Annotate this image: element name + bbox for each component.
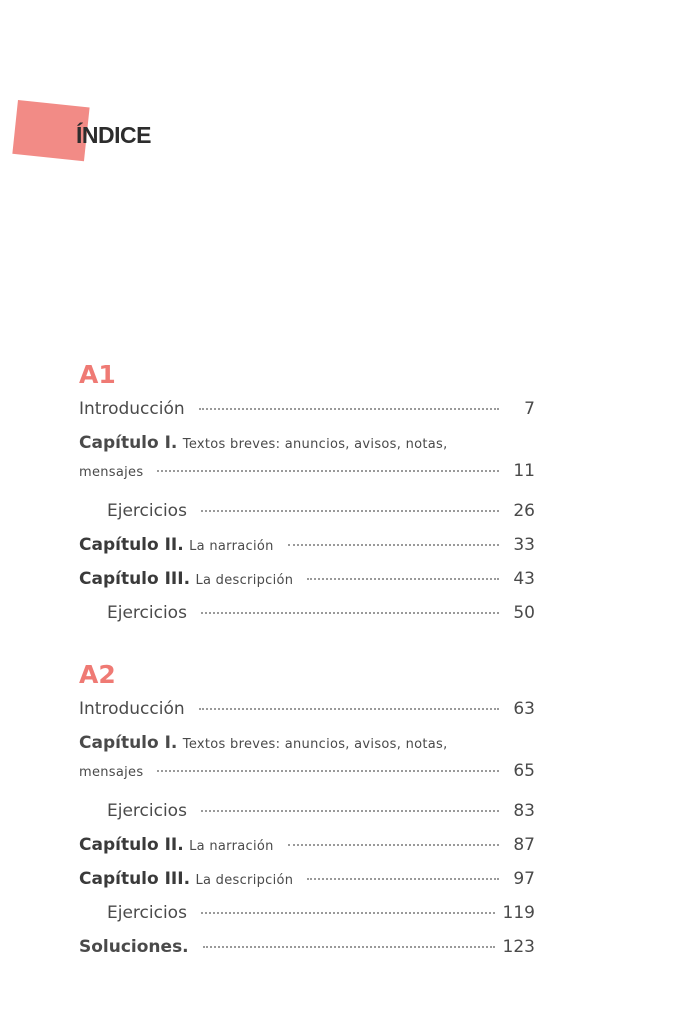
page-number: 65 — [513, 761, 535, 781]
toc-entry-intro[interactable] — [79, 399, 535, 433]
chapter-title: La descripción — [195, 873, 294, 888]
chapter-title-line2: mensajes — [79, 765, 144, 780]
page-number: 63 — [513, 699, 535, 719]
toc-label: Ejercicios — [107, 801, 187, 821]
toc-section-a2 — [79, 662, 535, 971]
dot-leader — [201, 810, 499, 812]
toc-label: Introducción — [79, 399, 185, 419]
toc-entry-exercises[interactable] — [79, 801, 535, 835]
page-number: 87 — [513, 835, 535, 855]
chapter-title: La descripción — [195, 573, 294, 588]
page-title-text — [76, 122, 151, 149]
toc-entry-cap3[interactable] — [79, 869, 535, 903]
dot-leader — [199, 708, 499, 710]
chapter-title: La narración — [189, 839, 274, 854]
page-number: 119 — [502, 903, 535, 923]
dot-leader — [307, 878, 499, 880]
toc-entry-cap1[interactable] — [79, 433, 535, 501]
page-number: 83 — [513, 801, 535, 821]
toc-entry-exercises[interactable] — [79, 903, 535, 937]
chapter-title-line1: Textos breves: anuncios, avisos, notas, — [182, 437, 448, 452]
dot-leader — [307, 578, 499, 580]
page-number: 97 — [513, 869, 535, 889]
dot-leader — [157, 770, 499, 772]
toc-entry-cap3[interactable] — [79, 569, 535, 603]
toc-label: Ejercicios — [107, 903, 187, 923]
page-number: 43 — [513, 569, 535, 589]
title-rest: NDICE — [81, 122, 151, 148]
chapter-prefix: Capítulo III. — [79, 569, 191, 589]
page-title — [18, 100, 178, 170]
dot-leader — [288, 544, 499, 546]
toc-entry-intro[interactable] — [79, 699, 535, 733]
section-heading: A2 — [79, 660, 116, 689]
toc-entry-cap2[interactable] — [79, 535, 535, 569]
dot-leader — [201, 612, 499, 614]
toc-label: Ejercicios — [107, 501, 187, 521]
dot-leader — [201, 912, 495, 914]
title-initial: Í — [76, 122, 82, 148]
page-number: 26 — [513, 501, 535, 521]
toc-label: Ejercicios — [107, 603, 187, 623]
page-number: 123 — [502, 937, 535, 957]
dot-leader — [157, 470, 499, 472]
page-number: 50 — [513, 603, 535, 623]
toc-label: Introducción — [79, 699, 185, 719]
page-number: 11 — [513, 461, 535, 481]
toc-entry-exercises[interactable] — [79, 603, 535, 637]
chapter-prefix: Capítulo II. — [79, 835, 184, 855]
toc-entry-exercises[interactable] — [79, 501, 535, 535]
section-heading: A1 — [79, 360, 116, 389]
chapter-prefix: Capítulo I. — [79, 433, 178, 453]
dot-leader — [288, 844, 499, 846]
chapter-prefix: Capítulo III. — [79, 869, 191, 889]
chapter-prefix: Capítulo II. — [79, 535, 184, 555]
dot-leader — [201, 510, 499, 512]
chapter-title: La narración — [189, 539, 274, 554]
chapter-title-line2: mensajes — [79, 465, 144, 480]
chapter-prefix: Capítulo I. — [79, 733, 178, 753]
toc-section-a1 — [79, 362, 535, 637]
dot-leader — [199, 408, 499, 410]
toc-entry-solutions[interactable] — [79, 937, 535, 971]
page-number: 7 — [524, 399, 535, 419]
toc-label: Soluciones. — [79, 937, 189, 957]
chapter-title-line1: Textos breves: anuncios, avisos, notas, — [182, 737, 448, 752]
page-number: 33 — [513, 535, 535, 555]
dot-leader — [203, 946, 495, 948]
toc-entry-cap1[interactable] — [79, 733, 535, 801]
toc-entry-cap2[interactable] — [79, 835, 535, 869]
